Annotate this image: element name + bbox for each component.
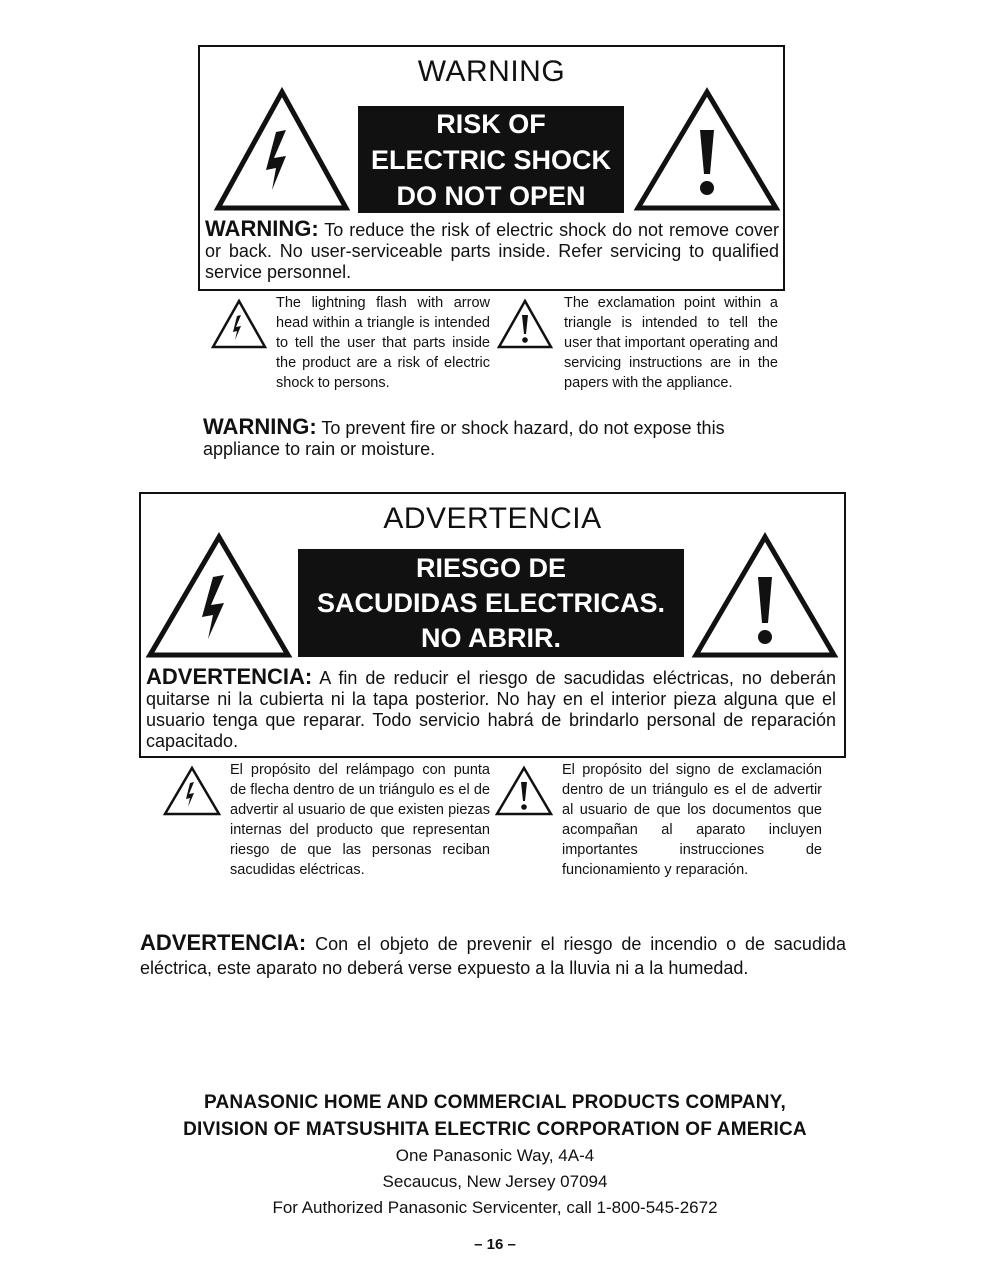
exclamation-explanation-english: The exclamation point within a triangle is intended to tell the user that important operating and servicing instructions are in the papers with the appliance. — [564, 295, 778, 391]
risk-label-spanish — [298, 549, 684, 657]
service-phone: For Authorized Panasonic Servicenter, call 1-800-545-2672 — [272, 1198, 718, 1217]
advertencia-title: ADVERTENCIA — [383, 502, 602, 535]
lightning-triangle-small-icon — [210, 298, 268, 350]
warning-lead: ADVERTENCIA: — [146, 664, 313, 689]
warning-text: Con el objeto de prevenir el riesgo de incendio o de sacudida eléctrica, este aparato no deberá verse expuesto a la lluvia ni a la humedad. — [140, 934, 846, 978]
warning-lead: WARNING: — [205, 216, 319, 241]
exclamation-triangle-icon — [690, 531, 840, 661]
warning-lead: WARNING: — [203, 414, 317, 439]
risk-label-line: RISK OF — [436, 108, 546, 139]
address-city: Secaucus, New Jersey 07094 — [382, 1172, 608, 1191]
exclamation-explanation-spanish: El propósito del signo de exclamación dentro de un triángulo es el de advertir al usuario de que los documentos que acompañan al aparato incluyen importantes instrucciones de funcionamiento y reparación. — [562, 762, 822, 878]
lightning-explanation-spanish: El propósito del relámpago con punta de flecha dentro de un triángulo es el de advertir al usuario de que existen piezas internas del producto que representan riesgo de que las personas reciban sacudidas eléctricas. — [230, 762, 490, 878]
lightning-triangle-small-icon — [162, 765, 222, 817]
bottom-warning-english — [203, 416, 793, 460]
risk-label-line: SACUDIDAS ELECTRICAS. — [316, 587, 666, 618]
warning-lead: ADVERTENCIA: — [140, 930, 307, 955]
risk-label-line: NO ABRIR. — [421, 622, 561, 653]
risk-label-english — [358, 106, 624, 213]
warning-title: WARNING — [417, 55, 566, 88]
company-footer — [0, 1089, 990, 1221]
risk-label-line: RIESGO DE — [415, 552, 567, 583]
company-division: DIVISION OF MATSUSHITA ELECTRIC CORPORATION OF AMERICA — [183, 1119, 807, 1140]
box-warning-english — [205, 218, 779, 283]
risk-label-line: ELECTRIC SHOCK — [370, 144, 611, 175]
risk-label-line: DO NOT OPEN — [396, 180, 586, 211]
warning-text: To prevent fire or shock hazard, do not expose this appliance to rain or moisture. — [203, 418, 725, 459]
company-name: PANASONIC HOME AND COMMERCIAL PRODUCTS COMPANY, — [204, 1092, 786, 1113]
address-street: One Panasonic Way, 4A-4 — [395, 1146, 595, 1165]
exclamation-triangle-small-icon — [496, 298, 554, 350]
box-warning-spanish — [146, 666, 836, 752]
bottom-warning-spanish — [140, 931, 846, 980]
exclamation-triangle-icon — [632, 86, 782, 214]
exclamation-triangle-small-icon — [494, 765, 554, 817]
lightning-explanation-english: The lightning flash with arrow head within a triangle is intended to tell the user that parts inside the product are a risk of electric shock to persons. — [276, 295, 490, 391]
lightning-triangle-icon — [212, 86, 352, 214]
page-number: – 16 – — [474, 1236, 516, 1253]
warning-text: To reduce the risk of electric shock do not remove cover or back. No user-serviceable parts inside. Refer servicing to qualified service personnel. — [205, 220, 780, 282]
warning-text: A fin de reducir el riesgo de sacudidas eléctricas, no deberán quitarse ni la cubierta ni la tapa posterior. No hay en el interior pieza alguna que el usuario tenga que reparar. Todo servicio habrá de brindarlo personal de reparación capacitado. — [146, 668, 836, 751]
lightning-triangle-icon — [144, 531, 294, 661]
